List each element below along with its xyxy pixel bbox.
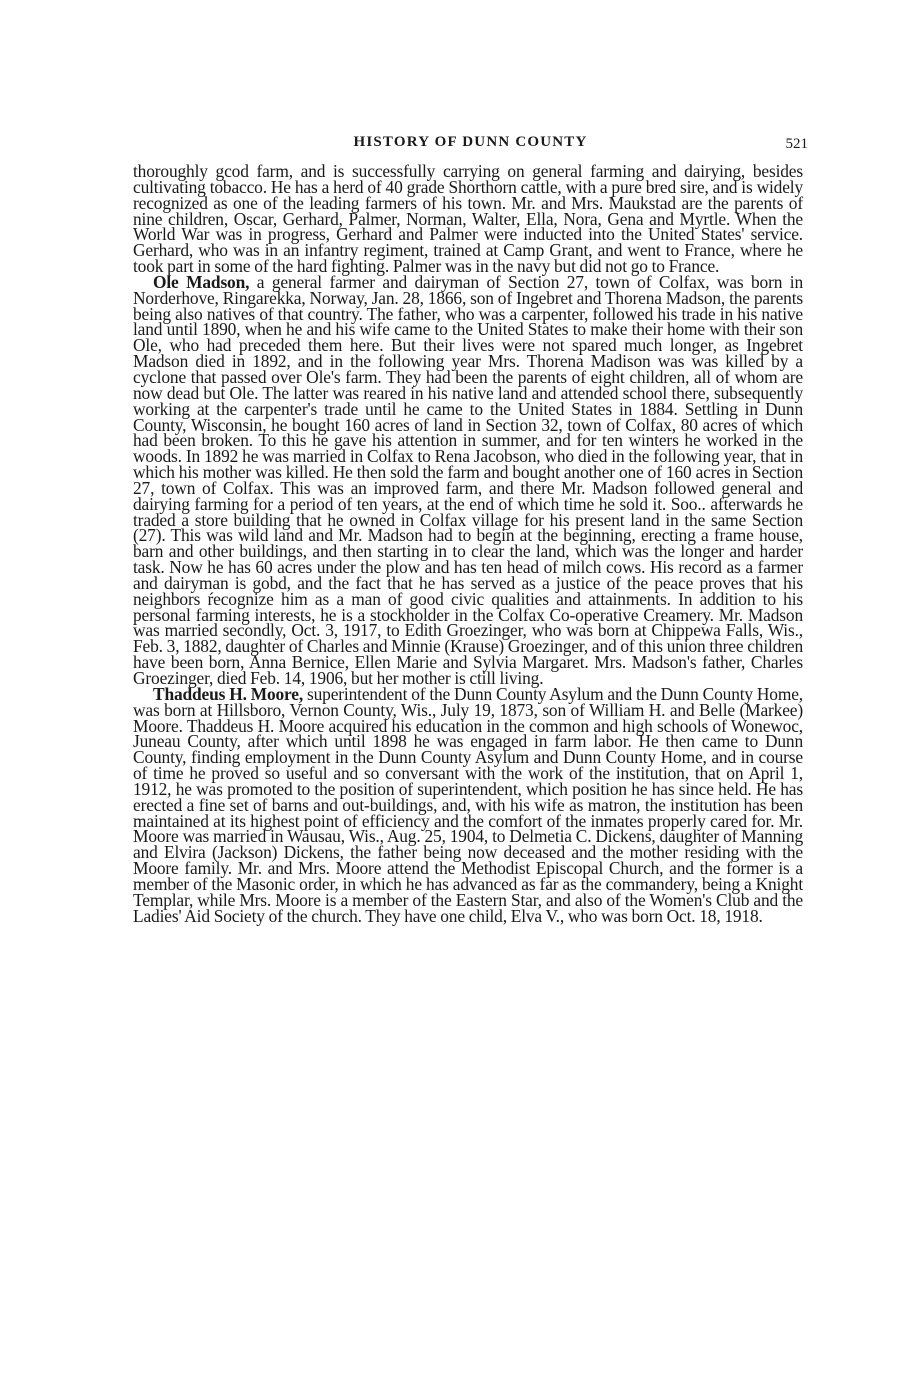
paragraph-text: thoroughly gcod farm, and is successfully carrying on general farming and dairying, besides cultivating tobacco. He has a herd of 40 grade Shorthorn cattle, with a pure bred sire, and is widely recognized as one of the leading farmers of his town. Mr. and Mrs. Maukstad are the parents of nine children, Oscar, Gerhard, Palmer, Norman, Walter, Ella, Nora, Gena and Myrtle. When the World War was in progress, Gerhard and Palmer were inducted into the United States' service. Gerhard, who was in an infantry regiment, trained at Camp Grant, and went to France, where he took part in some of the hard fighting. Palmer was in the navy but did not go to France.	[133, 161, 803, 277]
paragraph-continued	[133, 161, 803, 277]
biography-name: Ole Madson,	[153, 271, 250, 292]
biography-name: Thaddeus H. Moore,	[153, 683, 304, 704]
paragraph-text: a general farmer and dairyman of Section 27, town of Colfax, was born in Norderhove, Ringarekka, Norway, Jan. 28, 1866, son of Ingebret and Thorena Madson, the parents being also natives of that country. The father, who was a carpenter, followed his trade in his native land until 1890, when he and his wife came to the United States to make their home with their son Ole, who had preceded them here. But their lives were not spared much longer, as Ingebret Madson died in 1892, and in the following year Mrs. Thorena Madison was was killed by a cyclone that passed over Ole's farm. They had been the parents of eight children, all of whom are now dead but Ole. The latter was reared in his native land and attended school there, subsequently working at the carpenter's trade until he came to the United States in 1884. Settling in Dunn County, Wisconsin, he bought 160 acres of land in Section 32, town of Colfax, 80 acres of which had been broken. To this he gave his attention in summer, and for ten winters he worked in the woods. In 1892 he was married in Colfax to Rena Jacobson, who died in the following year, that in which his mother was killed. He then sold the farm and bought another one of 160 acres in Section 27, town of Colfax. This was an improved farm, and there Mr. Madson followed general and dairying farming for a period of ten years, at the end of which time he sold it. Soo.. afterwards he traded a store building that he owned in Colfax village for his present land in the same Section (27). This was wild land and Mr. Madson had to begin at the beginning, erecting a frame house, barn and other buildings, and then starting in to clear the land, which was the longer and harder task. Now he has 60 acres under the plow and has ten head of milch cows. His record as a farmer and dairyman is gobd, and the fact that he has served as a justice of the peace proves that his neighbors ŕecognize him as a man of good civic qualities and attainments. In addition to his personal farming interests, he is a stockholder in the Colfax Co-operative Creamery. Mr. Madson was married secondly, Oct. 3, 1917, to Edith Groezinger, who was born at Chippewa Falls, Wis., Feb. 3, 1882, daughter of Charles and Minnie (Krause) Groezinger, and of this union three children have been born, Anna Bernice, Ellen Marie and Sylvia Margaret. Mrs. Madson's father, Charles Groezinger, died Feb. 14, 1906, but her mother is ctill living.	[133, 271, 803, 688]
running-header	[133, 134, 808, 158]
page-number: 521	[785, 136, 808, 152]
paragraph-ole-madson	[133, 271, 803, 688]
paragraph-thaddeus-moore	[133, 683, 803, 926]
body-text	[133, 161, 803, 926]
paragraph-text: superintendent of the Dunn County Asylum and the Dunn County Home, was born at Hillsboro, Vernon County, Wis., July 19, 1873, son of William H. and Belle (Markee) Moore. Thaddeus H. Moore acquired his education in the common and high schools of Wonewoc, Juneau County, after which until 1898 he was engaged in farm labor. He then came to Dunn County, finding employment in the Dunn County Asylum and Dunn County Home, and in course of time he proved so useful and so conversant with the work of the institution, that on April 1, 1912, he was promoted to the position of superintendent, which position he has since held. He has erected a fine set of barns and out-buildings, and, with his wife as matron, the institution has been maintained at its highest point of efficiency and the comfort of the inmates properly cared for. Mr. Moore was married in Wausau, Wis., Aug. 25, 1904, to Delmetia C. Dickens, daughter of Manning and Elvira (Jackson) Dickens, the father being now deceased and the mother residing with the Moore family. Mr. and Mrs. Moore attend the Methodist Episcopal Church, and the former is a member of the Masonic order, in which he has advanced as far as the commandery, being a Knight Templar, while Mrs. Moore is a member of the Eastern Star, and also of the Women's Club and the Ladies' Aid Society of the church. They have one child, Elva V., who was born Oct. 18, 1918.	[133, 683, 803, 926]
running-title: HISTORY OF DUNN COUNTY	[353, 134, 588, 150]
